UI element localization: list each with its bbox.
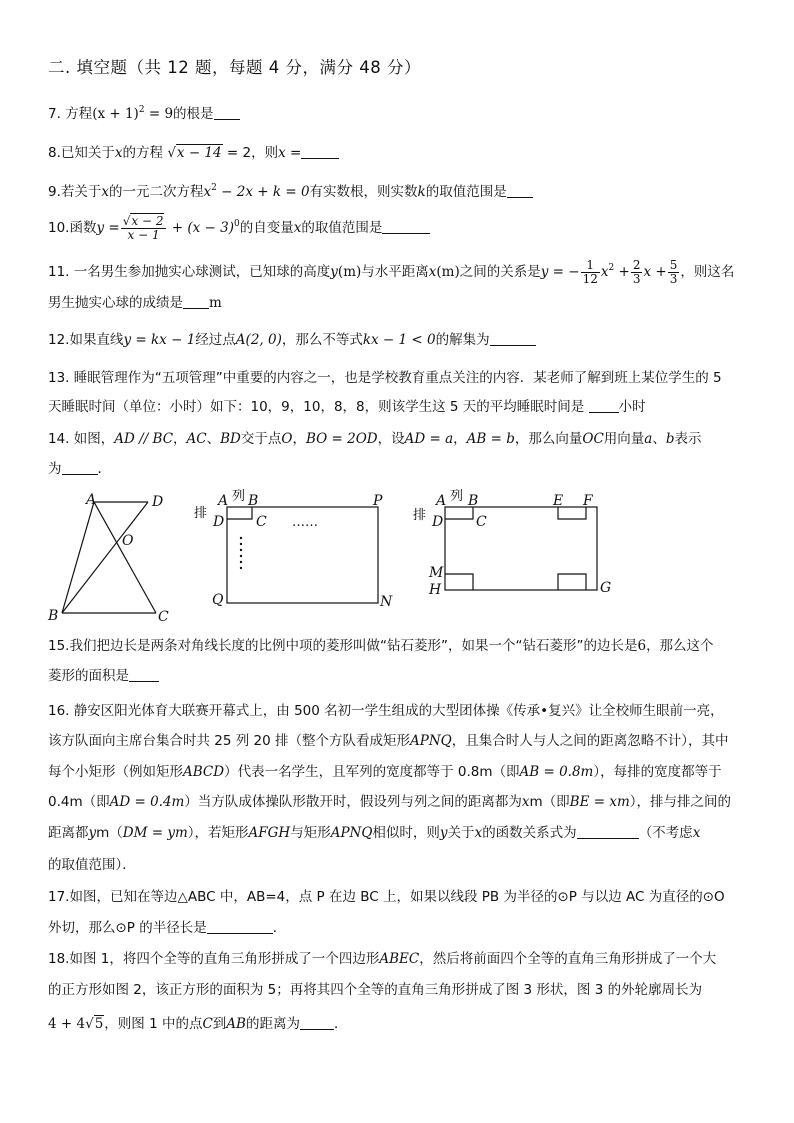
question-7: 7. 方程$(x + 1)^2 = 9$的根是 [48,100,240,124]
label-m: M [429,565,444,581]
label-h: H [429,582,442,598]
label-column: 列 [232,489,246,504]
question-16-line-3: 每个小矩形（例如矩形ABCD）代表一名学生，且军列的宽度都等于 0.8m（即AB = 0.8m），每排的宽度都等于 [48,764,722,780]
question-8: 8.已知关于x的方程 √x − 14 = 2，则x = [48,143,339,163]
label-b: B [48,608,59,624]
question-15-line-1: 15.我们把边长是两条对角线长度的比例中项的菱形叫做“钻石菱形”，如果一个“钻石菱形”的边长是6，那么这个 [48,638,714,654]
label-c: C [256,514,267,530]
question-11-line-2: 男生抛实心球的成绩是 m [48,295,222,311]
answer-blank[interactable] [301,144,339,159]
label-n: N [380,594,393,610]
question-14-line-1: 14. 如图，AD // BC，AC、BD交于点O，BO = 2OD，设AD = a，AB = b，那么向量OC用向量a、b表示 [48,431,702,447]
question-14-line-2: 为 ． [48,461,111,477]
answer-blank[interactable] [214,105,240,120]
label-b: B [248,493,259,509]
figure-trapezoid [48,490,198,625]
answer-blank[interactable] [207,919,273,934]
cell-bottom-left [445,574,473,590]
answer-blank[interactable] [507,183,533,198]
label-column: 列 [450,489,464,504]
label-c: C [158,609,169,625]
answer-blank[interactable] [589,398,619,413]
vertical-dots [240,537,242,569]
answer-blank[interactable] [129,667,159,682]
label-d: D [152,494,164,510]
answer-blank[interactable] [300,1015,334,1030]
label-o: O [122,533,134,549]
question-16-line-5: 距离都ym（DM = ym），若矩形AFGH与矩形APNQ相似时，则y关于x的函数关系式为 （不考虑x [48,825,701,841]
question-16-line-1: 16. 静安区阳光体育大联赛开幕式上，由 500 名初一学生组成的大型团体操《传承•复兴》让全校师生眼前一亮， [48,703,724,719]
label-b: B [468,493,479,509]
question-16-line-6: 的取值范围）． [48,857,136,873]
question-17-line-1: 17.如图，已知在等边△ABC 中，AB=4，点 P 在边 BC 上，如果以线段 PB 为半径的⊙P 与以边 AC 为直径的⊙O [48,889,725,905]
question-13-line-2: 天睡眠时间（单位：小时）如下：10，9，10，8，8，则该学生这 5 天的平均睡眠时间是 小时 [48,399,646,415]
section-title: 二. 填空题（共 12 题，每题 4 分，满分 48 分） [48,58,421,77]
label-row: 排 [194,506,208,521]
answer-blank[interactable] [577,824,639,839]
figure-dispersed-formation [410,488,610,613]
question-18-line-3: 4 + 4√5，则图 1 中的点C到AB的距离为 ． [48,1016,348,1032]
question-12: 12.如果直线y = kx − 1经过点A(2, 0)，那么不等式kx − 1 < 0的解集为 [48,330,536,350]
label-p: P [373,493,383,509]
horizontal-dots: …… [292,515,318,530]
segment-bd [62,502,148,613]
label-f: F [583,493,593,509]
answer-blank[interactable] [490,331,536,346]
label-a: A [218,493,229,509]
label-e: E [553,493,564,509]
answer-blank[interactable] [62,460,98,475]
question-9: 9.若关于x的一元二次方程$x^2 - 2x + k = 0$有实数根，则实数k的取值范围是 [48,178,533,202]
segment-ac [94,502,156,613]
answer-blank[interactable] [382,219,430,234]
question-17-line-2: 外切，那么⊙P 的半径长是 ． [48,920,287,936]
label-g: G [600,580,612,596]
label-q: Q [212,592,224,608]
segment-ab [62,502,94,613]
cell-bottom-right [558,574,586,590]
label-d: D [213,514,225,530]
question-16-line-2: 该方队面向主席台集合时共 25 列 20 排（整个方队看成矩形APNQ，且集合时人与人之间的距离忽略不计），其中 [48,733,729,749]
label-a: A [86,492,97,508]
question-16-line-4: 0.4m（即AD = 0.4m）当方队成体操队形散开时，假设列与列之间的距离都为xm（即BE = xm），排与排之间的 [48,794,731,810]
figure-formation-rect [190,488,410,613]
label-a: A [436,493,447,509]
label-d: D [432,514,444,530]
question-10: 10.函数y = $\frac{√x - 2}{x - 1}$ + $(x - 3)^0$的自变量x的取值范围是 [48,214,430,242]
label-row: 排 [413,508,427,523]
label-c: C [476,514,487,530]
question-15-line-2: 菱形的面积是 [48,666,159,686]
answer-blank[interactable] [183,294,209,309]
question-18-line-2: 的正方形如图 2，该正方形的面积为 5；再将其四个全等的直角三角形拼成了图 3 形状，图 3 的外轮廓周长为 [48,982,703,998]
question-18-line-1: 18.如图 1，将四个全等的直角三角形拼成了一个四边形ABEC，然后将前面四个全等的直角三角形拼成了一个大 [48,951,717,967]
question-11-line-1: 11. 一名男生参加抛实心球测试，已知球的高度y(m)与水平距离x(m)之间的关系是y = − $\frac{1}{12}$ $x^2$ + $\frac{2}{3}$ x + $\frac{5}{3}$ ，则这名 [48,257,735,286]
question-13-line-1: 13. 睡眠管理作为“五项管理”中重要的内容之一，也是学校教育重点关注的内容．某老师了解到班上某位学生的 5 [48,370,722,386]
